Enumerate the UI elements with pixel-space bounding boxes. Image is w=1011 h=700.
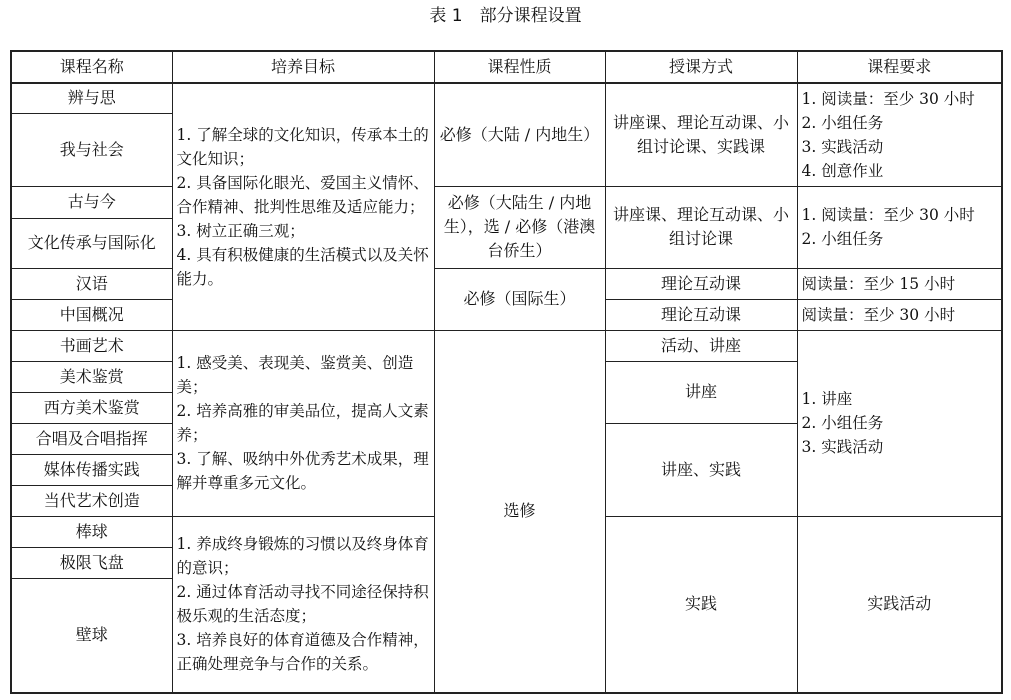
course-name: 美术鉴赏	[11, 361, 172, 392]
nature-cell: 必修（大陆 / 内地生）	[434, 83, 605, 186]
method-cell: 讲座课、理论互动课、小组讨论课	[605, 186, 797, 268]
header-row	[11, 51, 1002, 83]
course-name: 西方美术鉴赏	[11, 392, 172, 423]
method-cell: 实践	[605, 516, 797, 693]
goal-item: 3. 了解、吸纳中外优秀艺术成果，理解并尊重多元文化。	[176, 450, 429, 492]
course-name: 壁球	[11, 578, 172, 693]
header-nature: 课程性质	[434, 51, 605, 83]
goal-cell-culture	[172, 83, 434, 330]
course-name: 书画艺术	[11, 330, 172, 361]
goal-item: 1. 养成终身锻炼的习惯以及终身体育的意识；	[176, 535, 429, 578]
table-row	[11, 186, 1002, 218]
header-goal: 培养目标	[172, 51, 434, 83]
course-name: 辨与思	[11, 83, 172, 113]
method-cell: 讲座课、理论互动课、小组讨论课、实践课	[605, 83, 797, 186]
goal-cell-art	[172, 330, 434, 516]
nature-cell: 必修（国际生）	[434, 268, 605, 330]
course-name: 中国概况	[11, 299, 172, 330]
nature-cell: 必修（大陆生 / 内地生），选 / 必修（港澳台侨生）	[434, 186, 605, 268]
requirement-cell	[797, 330, 1002, 516]
table-row	[11, 330, 1002, 361]
requirement-item: 3. 实践活动	[801, 137, 884, 156]
requirement-item: 3. 实践活动	[801, 438, 884, 456]
requirement-item: 1. 阅读量：至少 30 小时	[801, 89, 975, 108]
header-requirement: 课程要求	[797, 51, 1002, 83]
requirement-item: 2. 小组任务	[801, 414, 884, 432]
method-cell: 讲座、实践	[605, 423, 797, 516]
goal-item: 2. 通过体育活动寻找不同途径保持积极乐观的生活态度；	[176, 583, 429, 626]
requirement-cell: 实践活动	[797, 516, 1002, 693]
course-name: 合唱及合唱指挥	[11, 423, 172, 454]
goal-item: 2. 培养高雅的审美品位，提高人文素养；	[176, 402, 429, 444]
requirement-item: 1. 讲座	[801, 390, 853, 408]
course-name: 古与今	[11, 186, 172, 218]
course-name: 文化传承与国际化	[11, 218, 172, 268]
goal-item: 2. 具备国际化眼光、爱国主义情怀、合作精神、批判性思维及适应能力；	[176, 173, 429, 216]
requirement-item: 4. 创意作业	[801, 161, 884, 180]
goal-item: 3. 培养良好的体育道德及合作精神，正确处理竞争与合作的关系。	[176, 631, 429, 674]
method-cell: 活动、讲座	[605, 330, 797, 361]
course-name: 汉语	[11, 268, 172, 299]
course-name: 媒体传播实践	[11, 454, 172, 485]
table-row	[11, 268, 1002, 299]
course-name: 我与社会	[11, 113, 172, 186]
requirement-cell	[797, 186, 1002, 268]
course-name: 棒球	[11, 516, 172, 547]
table-caption: 表 1 部分课程设置	[429, 6, 582, 26]
requirement-cell: 阅读量：至少 30 小时	[797, 299, 1002, 330]
requirement-item: 2. 小组任务	[801, 113, 884, 132]
course-name: 极限飞盘	[11, 547, 172, 578]
header-course-name: 课程名称	[11, 51, 172, 83]
goal-item: 4. 具有积极健康的生活模式以及关怀能力。	[176, 245, 429, 288]
course-name: 当代艺术创造	[11, 485, 172, 516]
method-cell: 理论互动课	[605, 299, 797, 330]
course-table	[10, 50, 1003, 694]
goal-item: 3. 树立正确三观；	[176, 221, 305, 240]
table-row	[11, 83, 1002, 113]
requirement-cell	[797, 83, 1002, 186]
header-method: 授课方式	[605, 51, 797, 83]
requirement-cell: 阅读量：至少 15 小时	[797, 268, 1002, 299]
requirement-item: 1. 阅读量：至少 30 小时	[801, 206, 975, 224]
goal-item: 1. 感受美、表现美、鉴赏美、创造美；	[176, 354, 414, 396]
nature-cell-elective: 选修	[434, 330, 605, 693]
goal-item: 1. 了解全球的文化知识，传承本土的文化知识；	[176, 125, 429, 168]
method-cell: 理论互动课	[605, 268, 797, 299]
goal-cell-sports	[172, 516, 434, 693]
requirement-item: 2. 小组任务	[801, 230, 884, 248]
method-cell: 讲座	[605, 361, 797, 423]
